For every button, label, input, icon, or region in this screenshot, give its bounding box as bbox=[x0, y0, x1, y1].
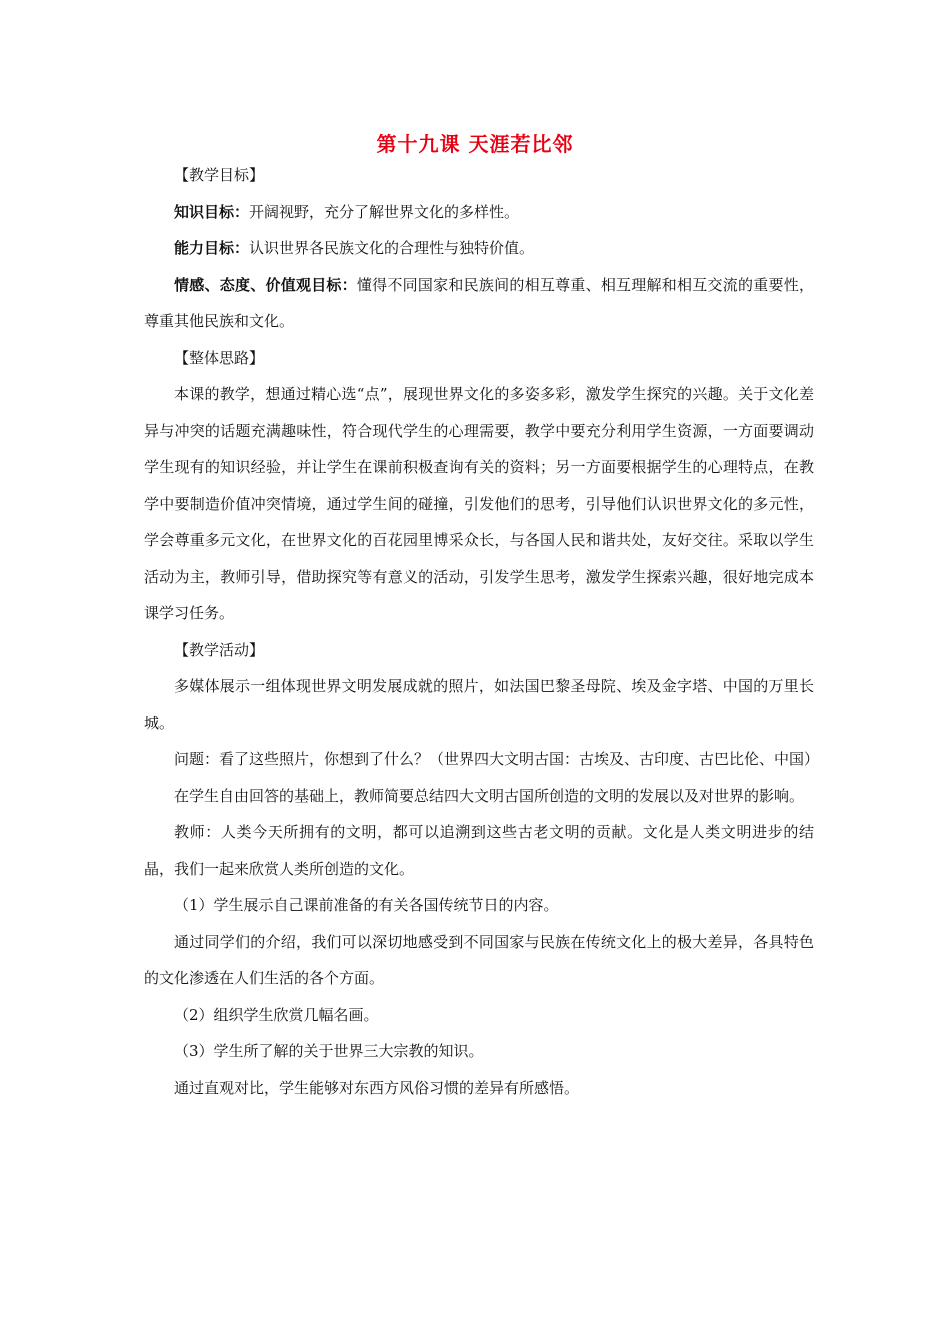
activity-paragraph-7: （2）组织学生欣赏几幅名画。 bbox=[174, 1005, 379, 1024]
activity-paragraph-5: （1）学生展示自己课前准备的有关各国传统节日的内容。 bbox=[174, 896, 559, 914]
activity-paragraph-4: 教师：人类今天所拥有的文明，都可以追溯到这些古老文明的贡献。文化是人类文明进步的结晶，我们一起来欣赏人类所创造的文化。 bbox=[144, 823, 814, 878]
lesson-title: 第十九课 天涯若比邻 bbox=[376, 132, 574, 156]
knowledge-text: 开阔视野，充分了解世界文化的多样性。 bbox=[249, 202, 520, 221]
activity-paragraph-3: 在学生自由回答的基础上，教师简要总结四大文明古国所创造的文明的发展以及对世界的影响。 bbox=[174, 786, 805, 805]
activity-paragraph-8: （3）学生所了解的关于世界三大宗教的知识。 bbox=[174, 1042, 484, 1060]
ability-objective bbox=[144, 230, 814, 267]
ability-text: 认识世界各民族文化的合理性与独特价值。 bbox=[249, 239, 535, 257]
activity-paragraph-9: 通过直观对比，学生能够对东西方风俗习惯的差异有所感悟。 bbox=[174, 1078, 580, 1097]
approach-heading: 【整体思路】 bbox=[174, 348, 265, 367]
activity-paragraph-1: 多媒体展示一组体现世界文明发展成就的照片，如法国巴黎圣母院、埃及金字塔、中国的万里长城。 bbox=[144, 677, 814, 732]
knowledge-label: 知识目标： bbox=[174, 202, 250, 221]
emotion-text: 懂得不同国家和民族间的相互尊重、相互理解和相互交流的重要性，尊重其他民族和文化。 bbox=[144, 275, 814, 330]
approach-paragraph: 本课的教学，想通过精心选“点”，展现世界文化的多姿多彩，激发学生探究的兴趣。关于文化差异与冲突的话题充满趣味性，符合现代学生的心理需要，教学中要充分利用学生资源，一方面要调动学生现有的知识经验，并让学生在课前积极查询有关的资料；另一方面要根据学生的心理特点，在教学中要制造价值冲突情境，通过学生间的碰撞，引发他们的思考，引导他们认识世界文化的多元性，学会尊重多元文化，在世界文化的百花园里博采众长，与各国人民和谐共处，友好交往。采取以学生活动为主，教师引导，借助探究等有意义的活动，引发学生思考，激发学生探索兴趣，很好地完成本课学习任务。 bbox=[144, 385, 814, 622]
objectives-heading: 【教学目标】 bbox=[174, 166, 265, 184]
ability-label: 能力目标： bbox=[174, 239, 250, 257]
emotion-label: 情感、态度、价值观目标： bbox=[174, 275, 357, 294]
activity-paragraph-6: 通过同学们的介绍，我们可以深切地感受到不同国家与民族在传统文化上的极大差异，各具特色的文化渗透在人们生活的各个方面。 bbox=[144, 932, 814, 987]
activity-paragraph-2: 问题：看了这些照片，你想到了什么？（世界四大文明古国：古埃及、古印度、古巴比伦、中国） bbox=[174, 750, 820, 768]
activities-heading: 【教学活动】 bbox=[174, 640, 265, 659]
emotion-objective bbox=[144, 267, 814, 340]
knowledge-objective bbox=[144, 194, 814, 231]
document-body bbox=[144, 157, 820, 1106]
